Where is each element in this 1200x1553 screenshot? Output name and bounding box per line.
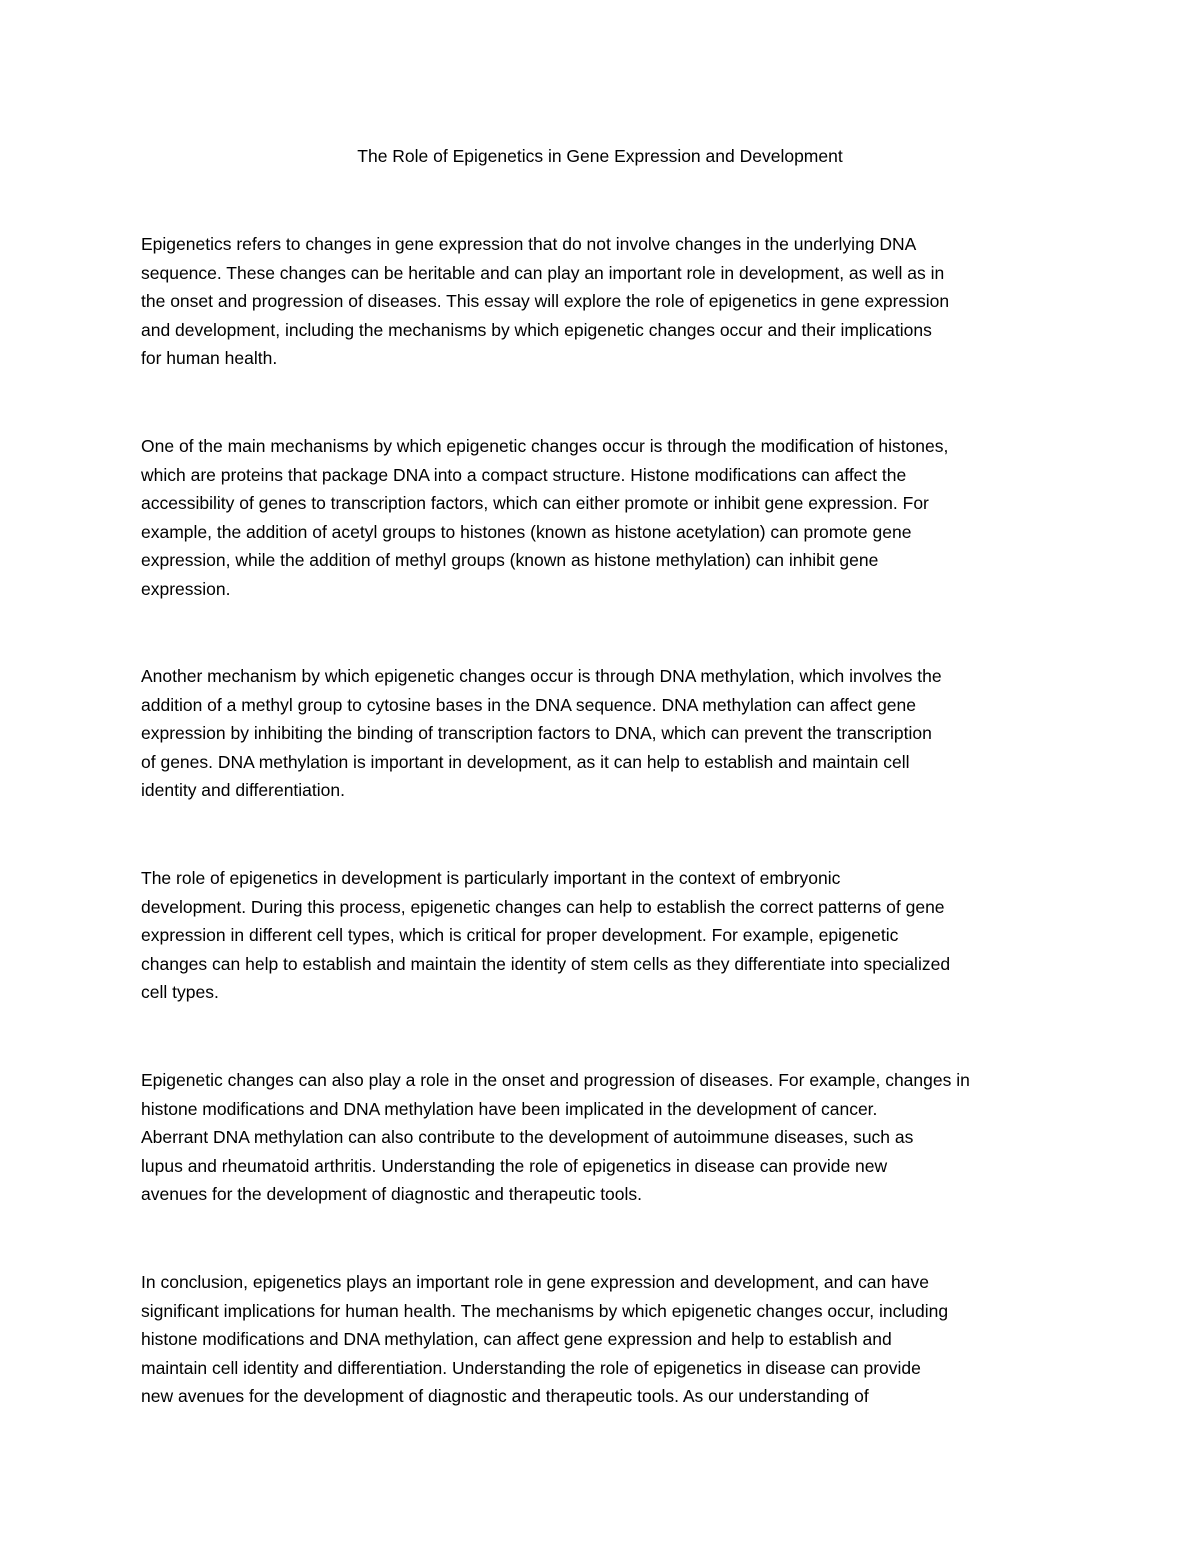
- text-line: expression in different cell types, which is critical for proper development. For example, epigenetic: [141, 925, 899, 945]
- text-line: avenues for the development of diagnostic and therapeutic tools.: [141, 1184, 643, 1204]
- text-line: expression by inhibiting the binding of transcription factors to DNA, which can prevent the transcription: [141, 723, 932, 743]
- text-line: changes can help to establish and maintain the identity of stem cells as they differentiate into specialized: [141, 953, 951, 974]
- paragraph-development: [141, 864, 1071, 1007]
- paragraph-diseases: [141, 1066, 1071, 1209]
- text-line: which are proteins that package DNA into a compact structure. Histone modifications can affect the: [141, 464, 907, 485]
- text-line: Aberrant DNA methylation can also contribute to the development of autoimmune diseases, such as: [141, 1127, 914, 1147]
- text-line: significant implications for human health. The mechanisms by which epigenetic changes occur, including: [141, 1300, 949, 1321]
- text-line: of genes. DNA methylation is important in development, as it can help to establish and maintain cell: [141, 751, 910, 772]
- text-line: In conclusion, epigenetics plays an important role in gene expression and development, and can have: [141, 1272, 930, 1292]
- text-line: development. During this process, epigenetic changes can help to establish the correct patterns of gene: [141, 896, 945, 917]
- paragraph-conclusion: [141, 1268, 1071, 1411]
- text-line: accessibility of genes to transcription factors, which can either promote or inhibit gene expression. For: [141, 493, 929, 513]
- text-line: the onset and progression of diseases. This essay will explore the role of epigenetics in gene expression: [141, 291, 950, 311]
- text-line: and development, including the mechanisms by which epigenetic changes occur and their implications: [141, 319, 932, 340]
- text-line: Epigenetic changes can also play a role in the onset and progression of diseases. For example, changes in: [141, 1070, 970, 1090]
- text-line: addition of a methyl group to cytosine bases in the DNA sequence. DNA methylation can affect gene: [141, 694, 917, 715]
- text-line: lupus and rheumatoid arthritis. Understanding the role of epigenetics in disease can provide new: [141, 1155, 888, 1176]
- text-line: maintain cell identity and differentiation. Understanding the role of epigenetics in disease can provide: [141, 1357, 921, 1378]
- text-line: cell types.: [141, 982, 219, 1002]
- document-title: The Role of Epigenetics in Gene Expression and Development: [357, 146, 843, 166]
- text-line: Epigenetics refers to changes in gene expression that do not involve changes in the underlying DNA: [141, 234, 917, 254]
- text-line: One of the main mechanisms by which epigenetic changes occur is through the modification of histones,: [141, 436, 949, 456]
- text-line: histone modifications and DNA methylation, can affect gene expression and help to establish and: [141, 1329, 892, 1349]
- text-line: expression, while the addition of methyl groups (known as histone methylation) can inhibit gene: [141, 550, 879, 570]
- text-line: for human health.: [141, 348, 278, 368]
- text-line: histone modifications and DNA methylation have been implicated in the development of cancer.: [141, 1098, 878, 1119]
- text-line: Another mechanism by which epigenetic changes occur is through DNA methylation, which involves the: [141, 666, 942, 686]
- text-line: identity and differentiation.: [141, 780, 345, 800]
- text-line: sequence. These changes can be heritable and can play an important role in development, as well as in: [141, 262, 945, 283]
- text-line: The role of epigenetics in development is particularly important in the context of embryonic: [141, 868, 841, 888]
- text-line: new avenues for the development of diagnostic and therapeutic tools. As our understanding of: [141, 1386, 869, 1406]
- paragraph-intro: [141, 230, 1071, 373]
- paragraph-histones: [141, 432, 1071, 603]
- text-line: expression.: [141, 578, 231, 599]
- paragraph-dna-methylation: [141, 662, 1071, 805]
- text-line: example, the addition of acetyl groups to histones (known as histone acetylation) can promote gene: [141, 521, 912, 542]
